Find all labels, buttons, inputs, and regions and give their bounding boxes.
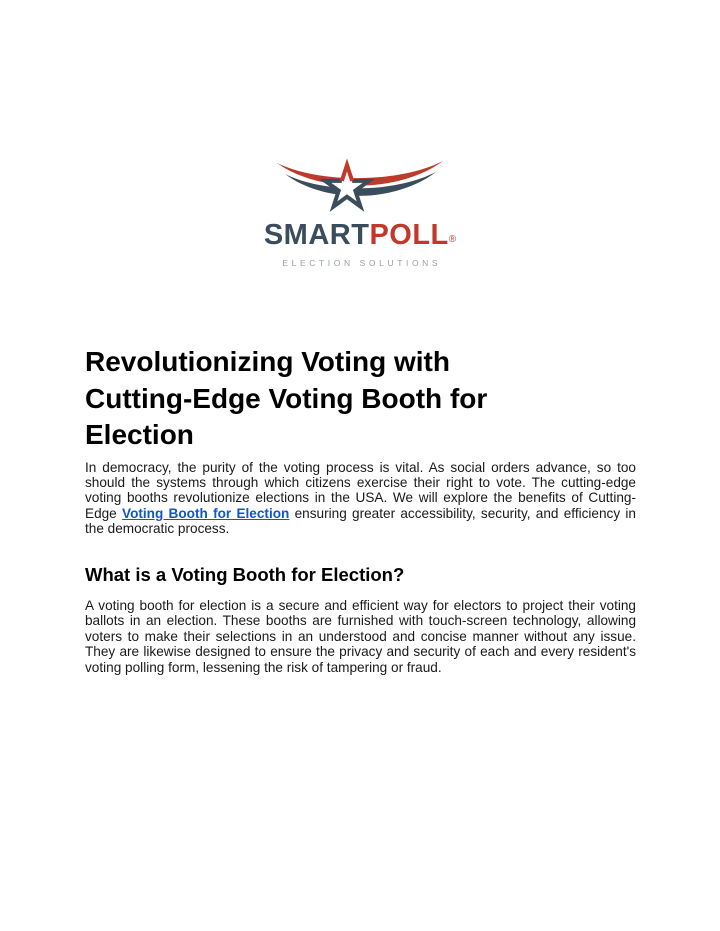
article-title-line-2: Cutting-Edge Voting Booth for bbox=[85, 382, 488, 414]
registered-trademark-symbol: ® bbox=[448, 234, 457, 245]
article-title-line-3: Election bbox=[85, 419, 194, 450]
logo-wordmark-smart: SMART bbox=[263, 219, 370, 251]
section-paragraph: A voting booth for election is a secure and efficient way for electors to project their voting ballots in an election. These booths are furnished with touch-screen technology, allowing voters to make their selections in an understood and concise manner without any issue. They are likewise designed to ensure the privacy and security of each and every resident's voting polling form, lessening the risk of tampering or fraud. bbox=[85, 597, 636, 675]
article-title bbox=[85, 344, 636, 454]
intro-text-before-link: In democracy, the purity of the voting process is vital. As social orders advance, so too should the systems through which citizens exercise their right to vote. The cutting-edge voting booths revolutionize elections in the USA. We will explore the benefits of Cutting-Edge bbox=[85, 459, 636, 521]
logo-wordmark-poll: POLL bbox=[369, 219, 449, 251]
article-content bbox=[85, 0, 636, 675]
intro-paragraph bbox=[85, 460, 636, 537]
intro-text-after-link: ensuring greater accessibility, security, and efficiency in the democratic process. bbox=[85, 505, 636, 537]
logo-tagline: ELECTION SOLUTIONS bbox=[282, 258, 442, 268]
voting-booth-for-election-link[interactable]: Voting Booth for Election bbox=[122, 505, 290, 521]
section-heading: What is a Voting Booth for Election? bbox=[85, 563, 405, 585]
article-title-line-1: Revolutionizing Voting with bbox=[85, 346, 450, 377]
